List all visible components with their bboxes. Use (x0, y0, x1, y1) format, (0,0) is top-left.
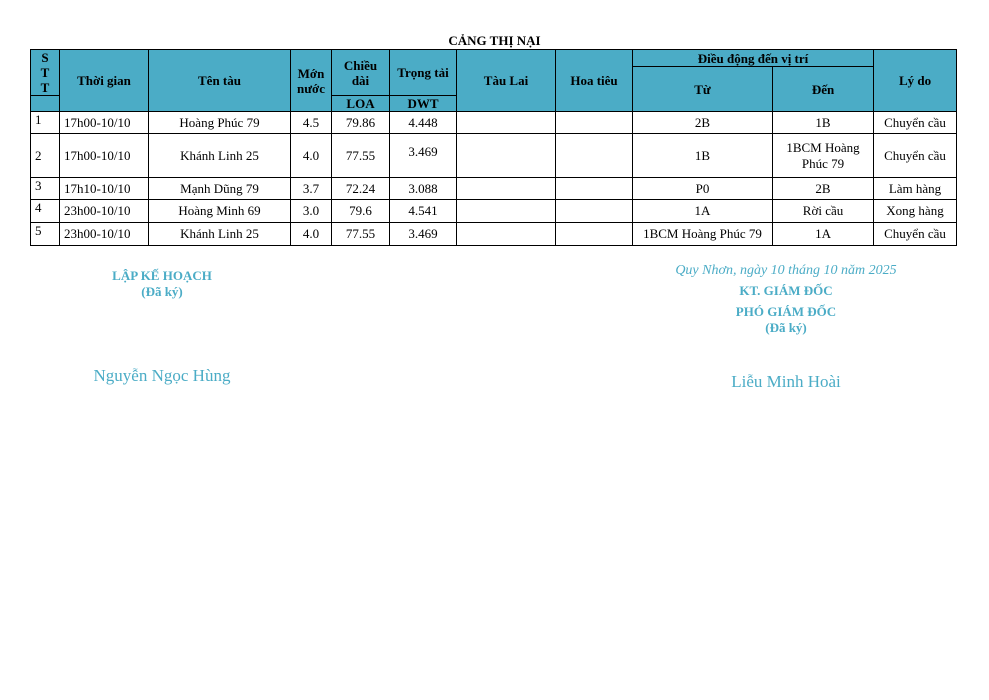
cell-loa: 79.86 (332, 112, 390, 134)
cell-tug (457, 178, 556, 200)
header-loa: LOA (332, 96, 390, 112)
cell-pilot (556, 134, 633, 178)
cell-to: 1B (773, 112, 874, 134)
header-move: Điều động đến vị trí (633, 50, 874, 67)
cell-draft: 4.0 (291, 134, 332, 178)
cell-loa: 77.55 (332, 134, 390, 178)
cell-ship: Khánh Linh 25 (149, 134, 291, 178)
header-dwt: DWT (390, 96, 457, 112)
header-length (332, 50, 390, 96)
cell-stt: 5 (31, 223, 60, 246)
header-draft-line: nước (297, 80, 325, 96)
planner-title: LẬP KẾ HOẠCH (112, 268, 212, 283)
cell-to: Rời cầu (773, 200, 874, 223)
signing-date: Quy Nhơn, ngày 10 tháng 10 năm 2025 (675, 263, 897, 278)
table-row (31, 200, 957, 223)
schedule-table (30, 49, 957, 246)
header-reason: Lý do (874, 50, 957, 112)
cell-stt: 4 (31, 200, 60, 223)
cell-tug (457, 223, 556, 246)
cell-time: 23h00-10/10 (60, 200, 149, 223)
cell-from: 1B (633, 134, 773, 178)
header-draft-line: Mớn (297, 65, 325, 81)
cell-to (773, 134, 874, 178)
director-signature-block (636, 263, 936, 392)
cell-from: 1A (633, 200, 773, 223)
cell-to: 1A (773, 223, 874, 246)
cell-dwt: 3.088 (390, 178, 457, 200)
cell-stt: 2 (31, 134, 60, 178)
header-draft (291, 50, 332, 112)
cell-dwt: 4.448 (390, 112, 457, 134)
table-header (31, 50, 957, 112)
cell-dwt: 3.469 (390, 134, 457, 178)
header-tug: Tàu Lai (457, 50, 556, 112)
cell-ship: Hoàng Minh 69 (149, 200, 291, 223)
cell-pilot (556, 223, 633, 246)
header-stt-line: T (40, 80, 50, 95)
director-signed-note: (Đã ký) (765, 320, 807, 335)
cell-from: 2B (633, 112, 773, 134)
cell-draft: 3.7 (291, 178, 332, 200)
header-stt-line: T (40, 65, 50, 80)
cell-time: 17h00-10/10 (60, 112, 149, 134)
table-row (31, 223, 957, 246)
cell-tug (457, 112, 556, 134)
header-from: Từ (633, 67, 773, 112)
cell-pilot (556, 200, 633, 223)
cell-ship: Hoàng Phúc 79 (149, 112, 291, 134)
cell-to-line: Phúc 79 (801, 155, 845, 171)
document-title: CẢNG THỊ NẠI (448, 33, 541, 48)
cell-tug (457, 200, 556, 223)
header-ship: Tên tàu (149, 50, 291, 112)
table-row (31, 112, 957, 134)
cell-pilot (556, 178, 633, 200)
cell-from: P0 (633, 178, 773, 200)
header-tonnage: Trọng tải (390, 50, 457, 96)
cell-loa: 79.6 (332, 200, 390, 223)
cell-ship: Mạnh Dũng 79 (149, 178, 291, 200)
cell-to: 2B (773, 178, 874, 200)
header-stt-line: S (41, 50, 49, 65)
director-name: Liễu Minh Hoài (731, 372, 841, 391)
cell-draft: 4.0 (291, 223, 332, 246)
cell-loa: 77.55 (332, 223, 390, 246)
cell-reason: Làm hàng (874, 178, 957, 200)
cell-time: 23h00-10/10 (60, 223, 149, 246)
cell-reason: Chuyển cầu (874, 112, 957, 134)
planner-name: Nguyễn Ngọc Hùng (93, 366, 231, 385)
header-pilot: Hoa tiêu (556, 50, 633, 112)
deputy-director-title: PHÓ GIÁM ĐỐC (735, 304, 837, 319)
cell-draft: 3.0 (291, 200, 332, 223)
cell-stt: 1 (31, 112, 60, 134)
cell-reason: Chuyển cầu (874, 134, 957, 178)
header-stt (31, 50, 60, 96)
header-stt-blank (31, 96, 60, 112)
header-time: Thời gian (60, 50, 149, 112)
cell-reason: Chuyển cầu (874, 223, 957, 246)
header-to: Đến (773, 67, 874, 112)
header-length-line: dài (351, 72, 370, 88)
cell-time: 17h00-10/10 (60, 134, 149, 178)
cell-from: 1BCM Hoàng Phúc 79 (633, 223, 773, 246)
planner-signed-note: (Đã ký) (141, 284, 183, 299)
cell-to-line: 1BCM Hoàng (786, 139, 860, 155)
header-length-line: Chiều (343, 57, 378, 73)
cell-dwt: 4.541 (390, 200, 457, 223)
cell-pilot (556, 112, 633, 134)
cell-loa: 72.24 (332, 178, 390, 200)
planner-signature-block (72, 268, 252, 386)
table-row (31, 178, 957, 200)
cell-ship: Khánh Linh 25 (149, 223, 291, 246)
director-title: KT. GIÁM ĐỐC (739, 283, 833, 298)
cell-dwt: 3.469 (390, 223, 457, 246)
cell-draft: 4.5 (291, 112, 332, 134)
table-row (31, 134, 957, 178)
cell-reason: Xong hàng (874, 200, 957, 223)
cell-stt: 3 (31, 178, 60, 200)
cell-tug (457, 134, 556, 178)
cell-time: 17h10-10/10 (60, 178, 149, 200)
table-body (31, 112, 957, 246)
